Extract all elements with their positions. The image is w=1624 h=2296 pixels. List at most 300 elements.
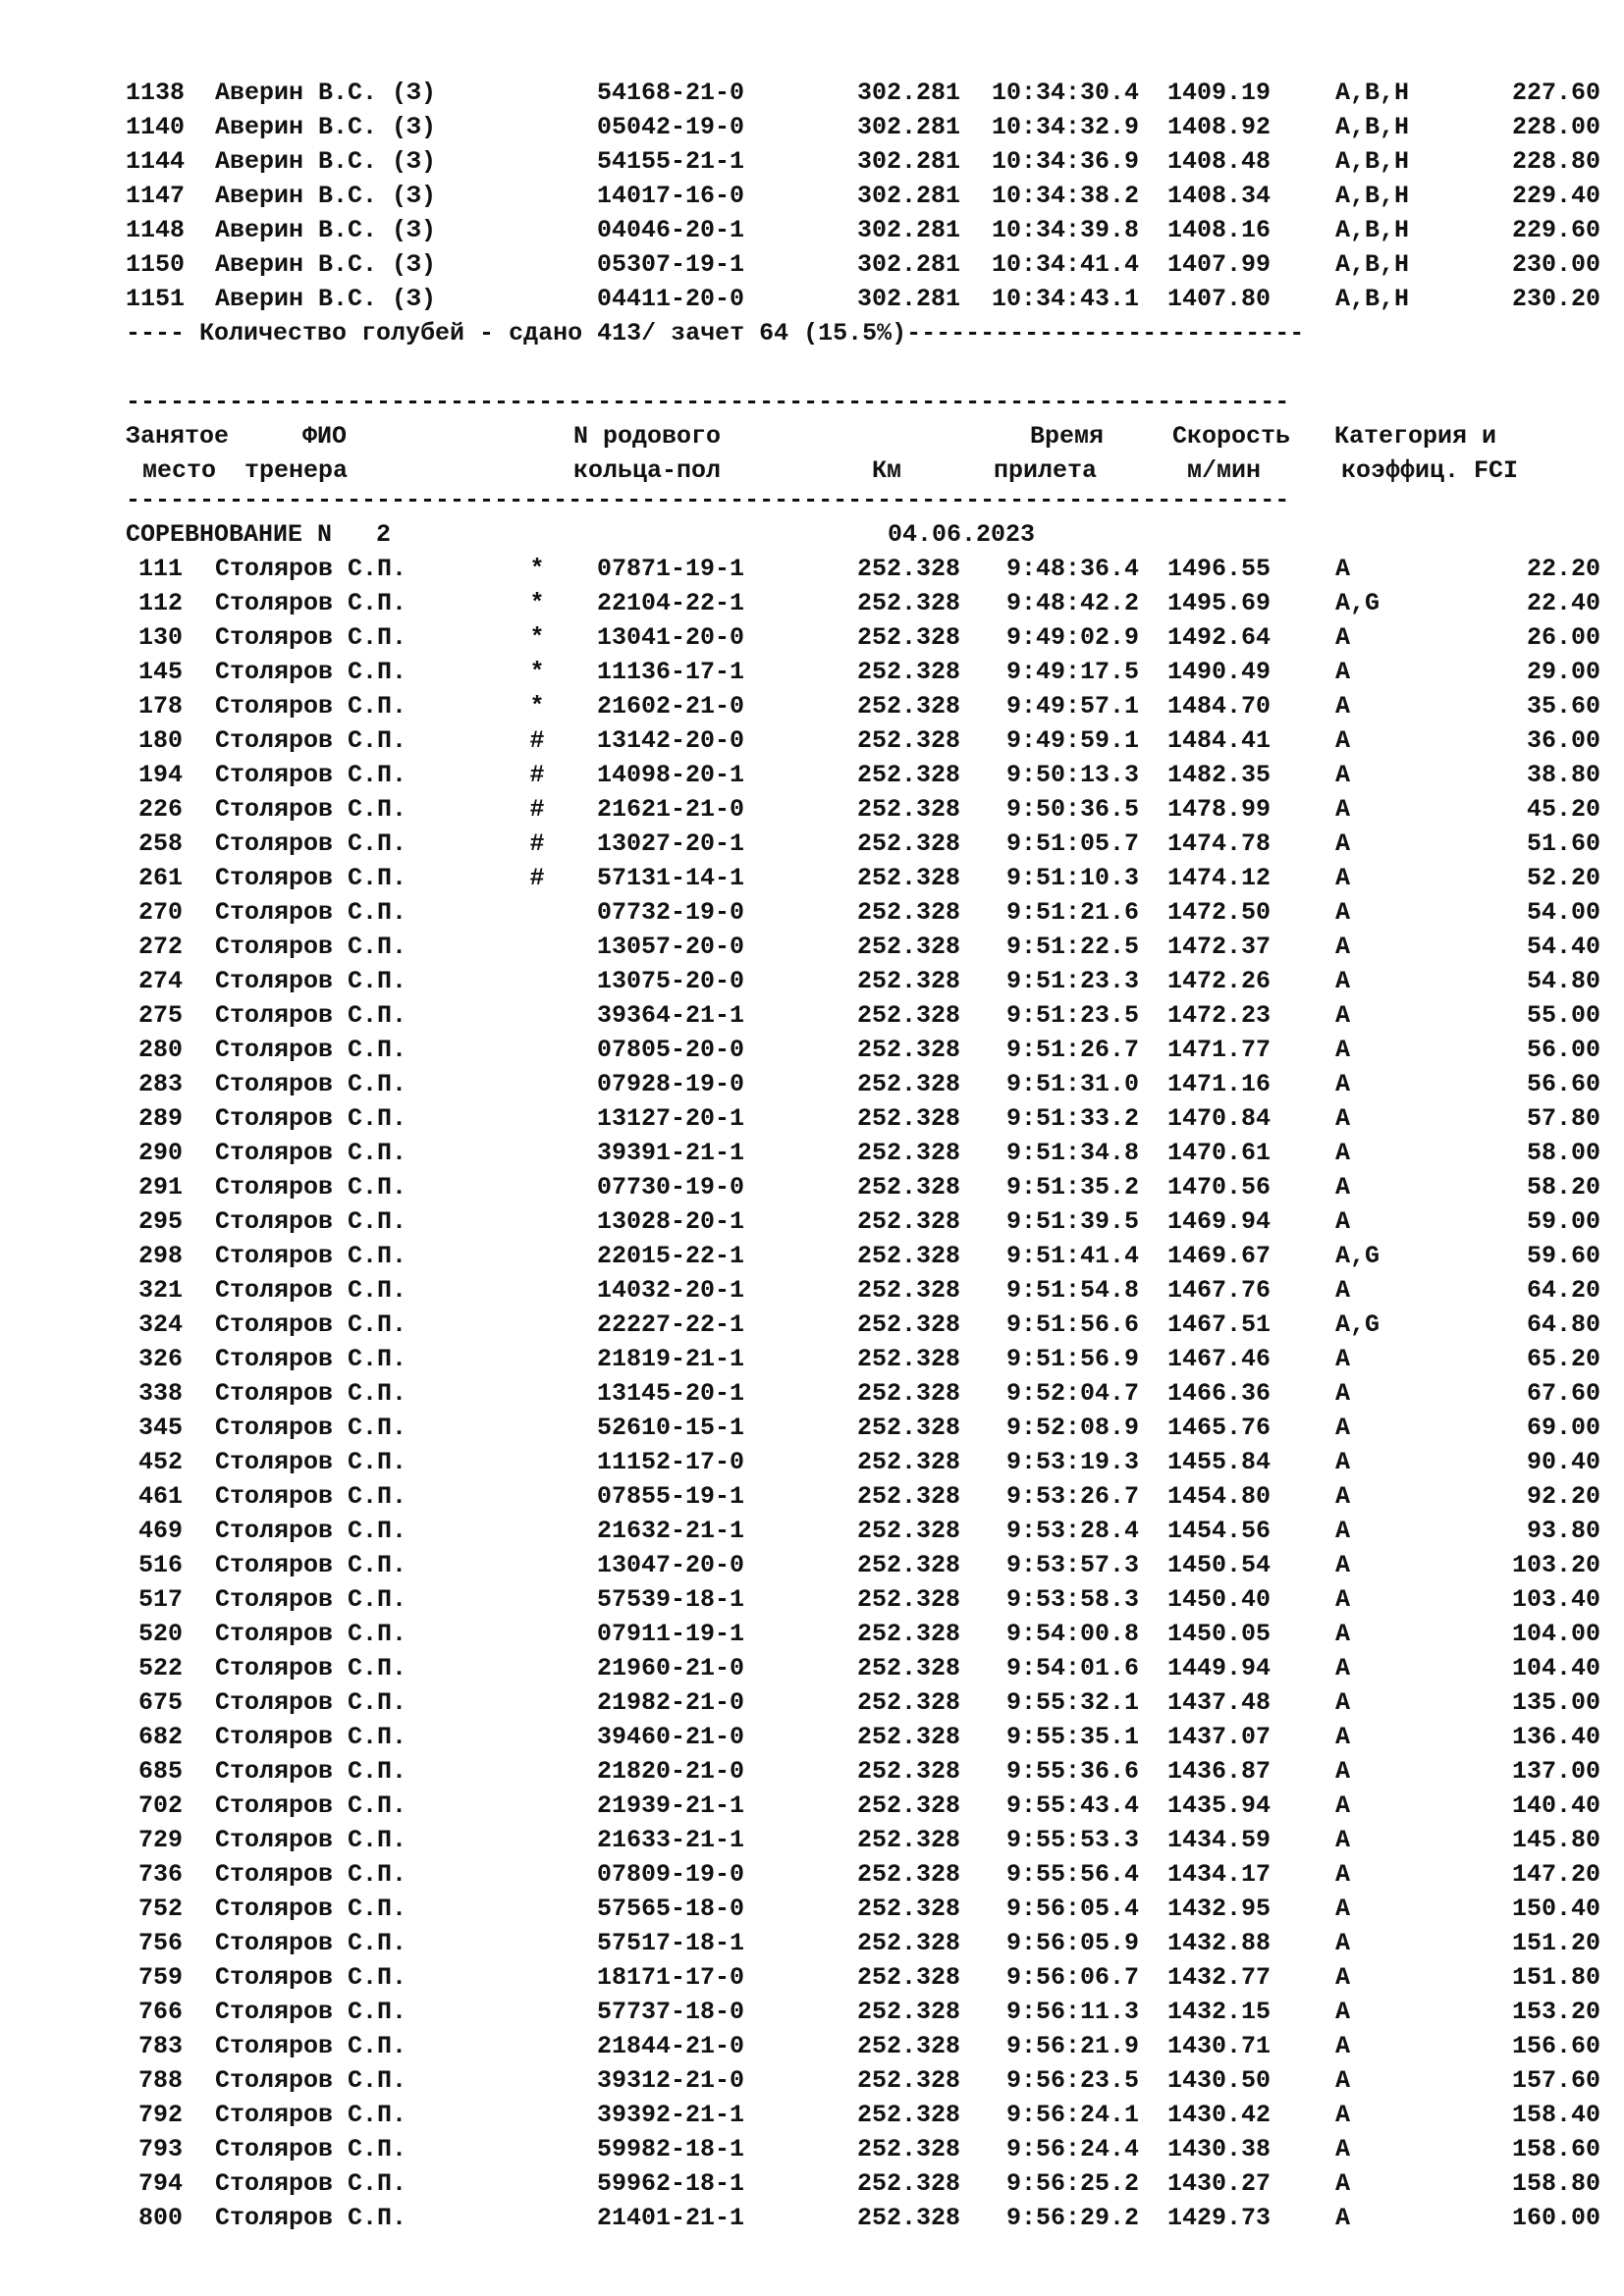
cell-trainer: Столяров С.П. <box>215 1654 407 1682</box>
cell-arrival-time: 9:56:06.7 <box>1005 1963 1139 1992</box>
cell-category: A <box>1335 2204 1351 2232</box>
cell-place: 682 <box>137 1723 183 1751</box>
cell-ring: 07911-19-1 <box>597 1620 745 1648</box>
cell-km: 252.328 <box>856 1242 960 1270</box>
competition-date: 04.06.2023 <box>888 520 1036 549</box>
cell-speed: 1467.51 <box>1166 1310 1271 1339</box>
cell-coef: 45.20 <box>1526 795 1600 824</box>
cell-km: 252.328 <box>856 1104 960 1133</box>
cell-place: 283 <box>137 1070 183 1098</box>
cell-ring: 11152-17-0 <box>597 1448 745 1476</box>
cell-arrival-time: 9:51:26.7 <box>1005 1036 1139 1064</box>
cell-trainer: Столяров С.П. <box>215 1723 407 1751</box>
cell-arrival-time: 9:56:24.4 <box>1005 2135 1139 2163</box>
cell-km: 252.328 <box>856 1963 960 1992</box>
cell-km: 252.328 <box>856 933 960 961</box>
cell-place: 194 <box>137 761 183 789</box>
cell-mark: * <box>529 589 545 617</box>
competition-line <box>126 517 1036 552</box>
cell-trainer: Столяров С.П. <box>215 1757 407 1786</box>
cell-coef: 58.20 <box>1526 1173 1600 1201</box>
cell-speed: 1436.87 <box>1166 1757 1271 1786</box>
cell-arrival-time: 9:53:28.4 <box>1005 1517 1139 1545</box>
cell-speed: 1466.36 <box>1166 1379 1271 1408</box>
cell-trainer: Аверин В.С. (З) <box>215 182 437 210</box>
cell-arrival-time: 10:34:30.4 <box>991 79 1139 107</box>
cell-arrival-time: 9:56:24.1 <box>1005 2101 1139 2129</box>
cell-km: 302.281 <box>856 182 960 210</box>
cell-place: 226 <box>137 795 183 824</box>
cell-ring: 04046-20-1 <box>597 216 745 244</box>
cell-ring: 13142-20-0 <box>597 726 745 755</box>
cell-speed: 1437.07 <box>1166 1723 1271 1751</box>
cell-place: 295 <box>137 1207 183 1236</box>
cell-arrival-time: 9:54:00.8 <box>1005 1620 1139 1648</box>
cell-coef: 36.00 <box>1526 726 1600 755</box>
cell-place: 111 <box>137 555 183 583</box>
cell-arrival-time: 9:55:32.1 <box>1005 1688 1139 1717</box>
cell-place: 291 <box>137 1173 183 1201</box>
cell-category: A <box>1335 1379 1351 1408</box>
cell-category: A,B,H <box>1335 113 1410 141</box>
cell-speed: 1430.42 <box>1166 2101 1271 2129</box>
cell-trainer: Столяров С.П. <box>215 1688 407 1717</box>
cell-ring: 22104-22-1 <box>597 589 745 617</box>
cell-km: 252.328 <box>856 2066 960 2095</box>
cell-coef: 56.60 <box>1526 1070 1600 1098</box>
cell-km: 252.328 <box>856 2135 960 2163</box>
cell-arrival-time: 9:53:58.3 <box>1005 1585 1139 1614</box>
cell-speed: 1472.37 <box>1166 933 1271 961</box>
cell-ring: 13145-20-1 <box>597 1379 745 1408</box>
cell-km: 252.328 <box>856 2169 960 2198</box>
cell-mark: * <box>529 555 545 583</box>
cell-coef: 38.80 <box>1526 761 1600 789</box>
cell-trainer: Столяров С.П. <box>215 1104 407 1133</box>
cell-place: 280 <box>137 1036 183 1064</box>
cell-km: 252.328 <box>856 1036 960 1064</box>
cell-speed: 1492.64 <box>1166 623 1271 652</box>
cell-place: 298 <box>137 1242 183 1270</box>
cell-ring: 39364-21-1 <box>597 1001 745 1030</box>
cell-coef: 54.40 <box>1526 933 1600 961</box>
cell-trainer: Столяров С.П. <box>215 1551 407 1579</box>
cell-category: A <box>1335 726 1351 755</box>
cell-speed: 1450.40 <box>1166 1585 1271 1614</box>
cell-trainer: Столяров С.П. <box>215 933 407 961</box>
cell-km: 252.328 <box>856 1654 960 1682</box>
cell-coef: 52.20 <box>1526 864 1600 892</box>
cell-speed: 1409.19 <box>1166 79 1271 107</box>
cell-speed: 1496.55 <box>1166 555 1271 583</box>
cell-km: 252.328 <box>856 1791 960 1820</box>
cell-ring: 13028-20-1 <box>597 1207 745 1236</box>
cell-speed: 1407.80 <box>1166 285 1271 313</box>
cell-ring: 21960-21-0 <box>597 1654 745 1682</box>
cell-speed: 1495.69 <box>1166 589 1271 617</box>
cell-trainer: Столяров С.П. <box>215 1585 407 1614</box>
cell-coef: 151.20 <box>1511 1929 1600 1957</box>
cell-ring: 11136-17-1 <box>597 658 745 686</box>
cell-coef: 65.20 <box>1526 1345 1600 1373</box>
cell-trainer: Столяров С.П. <box>215 898 407 927</box>
cell-arrival-time: 9:51:31.0 <box>1005 1070 1139 1098</box>
cell-km: 302.281 <box>856 250 960 279</box>
cell-km: 252.328 <box>856 1310 960 1339</box>
cell-arrival-time: 9:51:21.6 <box>1005 898 1139 927</box>
cell-trainer: Столяров С.П. <box>215 1207 407 1236</box>
cell-km: 252.328 <box>856 1276 960 1305</box>
cell-speed: 1437.48 <box>1166 1688 1271 1717</box>
cell-km: 252.328 <box>856 1620 960 1648</box>
cell-trainer: Столяров С.П. <box>215 864 407 892</box>
cell-arrival-time: 10:34:39.8 <box>991 216 1139 244</box>
cell-coef: 56.00 <box>1526 1036 1600 1064</box>
cell-speed: 1472.50 <box>1166 898 1271 927</box>
header-name-2: тренера <box>244 456 349 485</box>
cell-coef: 104.40 <box>1511 1654 1600 1682</box>
cell-trainer: Столяров С.П. <box>215 623 407 652</box>
cell-speed: 1449.94 <box>1166 1654 1271 1682</box>
cell-trainer: Аверин В.С. (З) <box>215 147 437 176</box>
cell-coef: 158.40 <box>1511 2101 1600 2129</box>
cell-place: 729 <box>137 1826 183 1854</box>
cell-speed: 1482.35 <box>1166 761 1271 789</box>
cell-speed: 1490.49 <box>1166 658 1271 686</box>
cell-arrival-time: 9:51:41.4 <box>1005 1242 1139 1270</box>
cell-coef: 227.60 <box>1511 79 1600 107</box>
cell-ring: 21632-21-1 <box>597 1517 745 1545</box>
cell-speed: 1484.70 <box>1166 692 1271 721</box>
cell-ring: 13047-20-0 <box>597 1551 745 1579</box>
cell-category: A <box>1335 1895 1351 1923</box>
cell-km: 252.328 <box>856 1688 960 1717</box>
cell-arrival-time: 9:51:35.2 <box>1005 1173 1139 1201</box>
cell-arrival-time: 9:48:36.4 <box>1005 555 1139 583</box>
cell-arrival-time: 9:51:05.7 <box>1005 829 1139 858</box>
cell-coef: 147.20 <box>1511 1860 1600 1889</box>
cell-category: A <box>1335 1207 1351 1236</box>
cell-place: 766 <box>137 1998 183 2026</box>
cell-coef: 135.00 <box>1511 1688 1600 1717</box>
cell-category: A <box>1335 1929 1351 1957</box>
cell-ring: 21633-21-1 <box>597 1826 745 1854</box>
cell-arrival-time: 10:34:43.1 <box>991 285 1139 313</box>
cell-category: A <box>1335 1620 1351 1648</box>
header-ring-2: кольца-пол <box>573 456 722 485</box>
cell-speed: 1450.54 <box>1166 1551 1271 1579</box>
cell-trainer: Столяров С.П. <box>215 795 407 824</box>
cell-mark: # <box>529 829 545 858</box>
cell-trainer: Столяров С.П. <box>215 967 407 995</box>
cell-coef: 156.60 <box>1511 2032 1600 2060</box>
cell-coef: 230.00 <box>1511 250 1600 279</box>
cell-ring: 13057-20-0 <box>597 933 745 961</box>
cell-arrival-time: 9:51:22.5 <box>1005 933 1139 961</box>
cell-ring: 14098-20-1 <box>597 761 745 789</box>
cell-arrival-time: 9:49:57.1 <box>1005 692 1139 721</box>
cell-speed: 1454.80 <box>1166 1482 1271 1511</box>
cell-speed: 1432.88 <box>1166 1929 1271 1957</box>
cell-category: A <box>1335 1001 1351 1030</box>
cell-speed: 1450.05 <box>1166 1620 1271 1648</box>
cell-trainer: Столяров С.П. <box>215 1310 407 1339</box>
cell-coef: 64.20 <box>1526 1276 1600 1305</box>
cell-coef: 59.00 <box>1526 1207 1600 1236</box>
cell-ring: 07871-19-1 <box>597 555 745 583</box>
cell-place: 180 <box>137 726 183 755</box>
cell-trainer: Столяров С.П. <box>215 761 407 789</box>
cell-speed: 1407.99 <box>1166 250 1271 279</box>
cell-trainer: Аверин В.С. (З) <box>215 250 437 279</box>
cell-speed: 1470.84 <box>1166 1104 1271 1133</box>
cell-place: 326 <box>137 1345 183 1373</box>
cell-place: 1148 <box>126 216 186 244</box>
cell-km: 252.328 <box>856 1414 960 1442</box>
cell-category: A <box>1335 1139 1351 1167</box>
cell-category: A,G <box>1335 589 1380 617</box>
cell-place: 520 <box>137 1620 183 1648</box>
header-time: Время <box>1029 422 1104 451</box>
cell-speed: 1467.76 <box>1166 1276 1271 1305</box>
divider-header: ------------------------------------------------------------------------------- <box>126 486 1290 514</box>
cell-place: 452 <box>137 1448 183 1476</box>
cell-km: 252.328 <box>856 726 960 755</box>
cell-trainer: Столяров С.П. <box>215 692 407 721</box>
cell-place: 321 <box>137 1276 183 1305</box>
cell-place: 675 <box>137 1688 183 1717</box>
cell-km: 252.328 <box>856 1448 960 1476</box>
cell-speed: 1408.16 <box>1166 216 1271 244</box>
cell-place: 275 <box>137 1001 183 1030</box>
cell-speed: 1434.59 <box>1166 1826 1271 1854</box>
header-arrival: прилета <box>994 456 1098 485</box>
cell-km: 252.328 <box>856 2204 960 2232</box>
cell-km: 252.328 <box>856 898 960 927</box>
cell-km: 252.328 <box>856 967 960 995</box>
cell-trainer: Аверин В.С. (З) <box>215 79 437 107</box>
cell-arrival-time: 9:56:21.9 <box>1005 2032 1139 2060</box>
cell-place: 1147 <box>126 182 186 210</box>
cell-ring: 05042-19-0 <box>597 113 745 141</box>
cell-ring: 39391-21-1 <box>597 1139 745 1167</box>
cell-ring: 21820-21-0 <box>597 1757 745 1786</box>
cell-speed: 1478.99 <box>1166 795 1271 824</box>
cell-category: A <box>1335 1414 1351 1442</box>
cell-arrival-time: 9:53:26.7 <box>1005 1482 1139 1511</box>
cell-speed: 1430.27 <box>1166 2169 1271 2198</box>
cell-coef: 158.60 <box>1511 2135 1600 2163</box>
cell-km: 252.328 <box>856 1723 960 1751</box>
cell-coef: 22.40 <box>1526 589 1600 617</box>
cell-km: 252.328 <box>856 1551 960 1579</box>
cell-coef: 67.60 <box>1526 1379 1600 1408</box>
cell-category: A <box>1335 1963 1351 1992</box>
cell-km: 252.328 <box>856 829 960 858</box>
cell-category: A <box>1335 1070 1351 1098</box>
cell-trainer: Столяров С.П. <box>215 1482 407 1511</box>
cell-ring: 14032-20-1 <box>597 1276 745 1305</box>
cell-coef: 54.80 <box>1526 967 1600 995</box>
cell-place: 522 <box>137 1654 183 1682</box>
cell-place: 338 <box>137 1379 183 1408</box>
cell-trainer: Столяров С.П. <box>215 1963 407 1992</box>
cell-arrival-time: 9:56:05.9 <box>1005 1929 1139 1957</box>
cell-ring: 21602-21-0 <box>597 692 745 721</box>
cell-arrival-time: 9:51:39.5 <box>1005 1207 1139 1236</box>
cell-trainer: Столяров С.П. <box>215 1345 407 1373</box>
cell-arrival-time: 9:49:17.5 <box>1005 658 1139 686</box>
cell-category: A <box>1335 1104 1351 1133</box>
cell-ring: 21401-21-1 <box>597 2204 745 2232</box>
cell-coef: 104.00 <box>1511 1620 1600 1648</box>
cell-ring: 22015-22-1 <box>597 1242 745 1270</box>
cell-trainer: Столяров С.П. <box>215 2101 407 2129</box>
cell-km: 252.328 <box>856 1070 960 1098</box>
cell-ring: 21819-21-1 <box>597 1345 745 1373</box>
cell-coef: 57.80 <box>1526 1104 1600 1133</box>
cell-arrival-time: 9:55:36.6 <box>1005 1757 1139 1786</box>
cell-place: 345 <box>137 1414 183 1442</box>
cell-speed: 1467.46 <box>1166 1345 1271 1373</box>
cell-category: A <box>1335 1791 1351 1820</box>
cell-arrival-time: 9:49:59.1 <box>1005 726 1139 755</box>
cell-km: 252.328 <box>856 1585 960 1614</box>
cell-ring: 07855-19-1 <box>597 1482 745 1511</box>
cell-speed: 1429.73 <box>1166 2204 1271 2232</box>
cell-trainer: Столяров С.П. <box>215 1036 407 1064</box>
cell-km: 302.281 <box>856 285 960 313</box>
cell-km: 252.328 <box>856 1860 960 1889</box>
cell-arrival-time: 9:51:56.9 <box>1005 1345 1139 1373</box>
cell-trainer: Столяров С.П. <box>215 2135 407 2163</box>
cell-place: 702 <box>137 1791 183 1820</box>
cell-trainer: Столяров С.П. <box>215 1826 407 1854</box>
cell-arrival-time: 9:55:53.3 <box>1005 1826 1139 1854</box>
cell-km: 252.328 <box>856 1379 960 1408</box>
cell-speed: 1472.23 <box>1166 1001 1271 1030</box>
cell-arrival-time: 9:55:56.4 <box>1005 1860 1139 1889</box>
cell-ring: 07732-19-0 <box>597 898 745 927</box>
cell-speed: 1474.78 <box>1166 829 1271 858</box>
cell-category: A <box>1335 1482 1351 1511</box>
cell-ring: 22227-22-1 <box>597 1310 745 1339</box>
cell-ring: 07805-20-0 <box>597 1036 745 1064</box>
cell-trainer: Столяров С.П. <box>215 1173 407 1201</box>
cell-trainer: Столяров С.П. <box>215 1414 407 1442</box>
cell-km: 252.328 <box>856 1207 960 1236</box>
cell-ring: 21844-21-0 <box>597 2032 745 2060</box>
cell-arrival-time: 10:34:41.4 <box>991 250 1139 279</box>
cell-place: 759 <box>137 1963 183 1992</box>
cell-ring: 57539-18-1 <box>597 1585 745 1614</box>
cell-km: 252.328 <box>856 1001 960 1030</box>
cell-ring: 07809-19-0 <box>597 1860 745 1889</box>
cell-ring: 59962-18-1 <box>597 2169 745 2198</box>
cell-arrival-time: 9:51:54.8 <box>1005 1276 1139 1305</box>
cell-coef: 229.40 <box>1511 182 1600 210</box>
cell-km: 252.328 <box>856 1929 960 1957</box>
cell-km: 252.328 <box>856 1826 960 1854</box>
cell-place: 783 <box>137 2032 183 2060</box>
cell-mark: # <box>529 761 545 789</box>
cell-arrival-time: 9:51:56.6 <box>1005 1310 1139 1339</box>
cell-arrival-time: 9:56:23.5 <box>1005 2066 1139 2095</box>
cell-trainer: Аверин В.С. (З) <box>215 113 437 141</box>
cell-km: 252.328 <box>856 761 960 789</box>
cell-place: 178 <box>137 692 183 721</box>
cell-place: 792 <box>137 2101 183 2129</box>
cell-category: A <box>1335 658 1351 686</box>
cell-category: A <box>1335 1551 1351 1579</box>
cell-km: 252.328 <box>856 658 960 686</box>
cell-coef: 137.00 <box>1511 1757 1600 1786</box>
cell-ring: 13027-20-1 <box>597 829 745 858</box>
cell-category: A,B,H <box>1335 250 1410 279</box>
cell-arrival-time: 9:53:19.3 <box>1005 1448 1139 1476</box>
cell-place: 736 <box>137 1860 183 1889</box>
cell-arrival-time: 9:55:35.1 <box>1005 1723 1139 1751</box>
cell-speed: 1484.41 <box>1166 726 1271 755</box>
cell-speed: 1434.17 <box>1166 1860 1271 1889</box>
cell-place: 289 <box>137 1104 183 1133</box>
cell-km: 252.328 <box>856 1482 960 1511</box>
cell-km: 252.328 <box>856 1345 960 1373</box>
cell-speed: 1432.95 <box>1166 1895 1271 1923</box>
cell-arrival-time: 9:56:29.2 <box>1005 2204 1139 2232</box>
cell-arrival-time: 9:50:13.3 <box>1005 761 1139 789</box>
cell-category: A,G <box>1335 1242 1380 1270</box>
cell-speed: 1432.77 <box>1166 1963 1271 1992</box>
cell-km: 252.328 <box>856 1517 960 1545</box>
cell-place: 461 <box>137 1482 183 1511</box>
cell-trainer: Столяров С.П. <box>215 2066 407 2095</box>
cell-category: A,B,H <box>1335 147 1410 176</box>
cell-mark: * <box>529 623 545 652</box>
cell-category: A <box>1335 761 1351 789</box>
cell-speed: 1408.34 <box>1166 182 1271 210</box>
cell-speed: 1471.77 <box>1166 1036 1271 1064</box>
cell-trainer: Столяров С.П. <box>215 1998 407 2026</box>
cell-place: 261 <box>137 864 183 892</box>
cell-arrival-time: 9:52:08.9 <box>1005 1414 1139 1442</box>
cell-category: A <box>1335 1173 1351 1201</box>
cell-km: 302.281 <box>856 113 960 141</box>
cell-coef: 103.20 <box>1511 1551 1600 1579</box>
cell-coef: 69.00 <box>1526 1414 1600 1442</box>
cell-trainer: Столяров С.П. <box>215 658 407 686</box>
cell-trainer: Столяров С.П. <box>215 1448 407 1476</box>
header-place-2: место <box>142 456 217 485</box>
cell-trainer: Столяров С.П. <box>215 1070 407 1098</box>
cell-coef: 93.80 <box>1526 1517 1600 1545</box>
cell-speed: 1430.71 <box>1166 2032 1271 2060</box>
cell-coef: 150.40 <box>1511 1895 1600 1923</box>
cell-place: 756 <box>137 1929 183 1957</box>
cell-speed: 1430.50 <box>1166 2066 1271 2095</box>
cell-trainer: Столяров С.П. <box>215 2204 407 2232</box>
cell-mark: # <box>529 864 545 892</box>
cell-ring: 18171-17-0 <box>597 1963 745 1992</box>
cell-category: A <box>1335 1345 1351 1373</box>
cell-place: 290 <box>137 1139 183 1167</box>
cell-arrival-time: 10:34:38.2 <box>991 182 1139 210</box>
cell-category: A <box>1335 555 1351 583</box>
cell-category: A <box>1335 2101 1351 2129</box>
cell-km: 252.328 <box>856 589 960 617</box>
cell-km: 252.328 <box>856 555 960 583</box>
cell-category: A <box>1335 1860 1351 1889</box>
